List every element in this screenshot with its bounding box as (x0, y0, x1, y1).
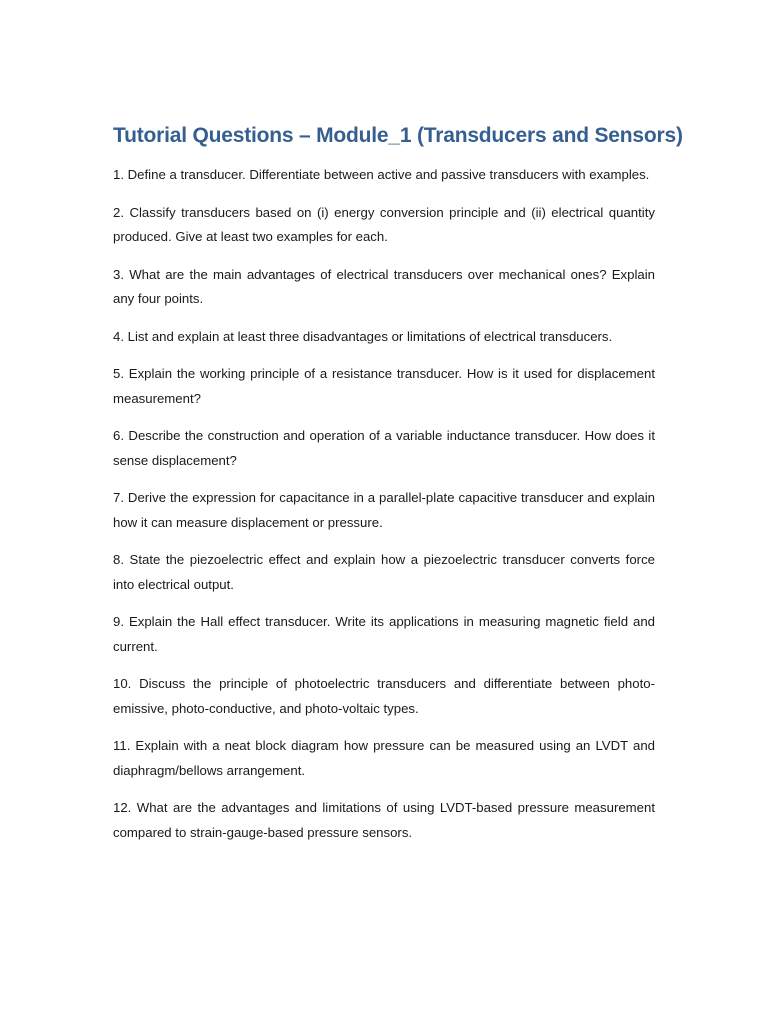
question-item: 3. What are the main advantages of electrical transducers over mechanical ones? Explain any four points. (113, 266, 655, 306)
question-item: 2. Classify transducers based on (i) energy conversion principle and (ii) electrical quantity produced. Give at least two examples for each. (113, 204, 655, 244)
document-title: Tutorial Questions – Module_1 (Transducers and Sensors) (113, 124, 683, 147)
question-item: 8. State the piezoelectric effect and explain how a piezoelectric transducer converts force into electrical output. (113, 552, 655, 592)
question-item: 1. Define a transducer. Differentiate between active and passive transducers with examples. (113, 167, 650, 182)
question-item: 10. Discuss the principle of photoelectric transducers and differentiate between photo-emissive, photo-conductive, and photo-voltaic types. (113, 676, 655, 716)
question-item: 12. What are the advantages and limitations of using LVDT-based pressure measurement compared to strain-gauge-based pressure sensors. (113, 800, 655, 840)
question-list (113, 163, 655, 858)
question-item: 5. Explain the working principle of a resistance transducer. How is it used for displacement measurement? (113, 366, 655, 406)
question-item: 11. Explain with a neat block diagram how pressure can be measured using an LVDT and diaphragm/bellows arrangement. (113, 738, 655, 778)
question-item: 4. List and explain at least three disadvantages or limitations of electrical transducers. (113, 328, 613, 344)
question-item: 9. Explain the Hall effect transducer. Write its applications in measuring magnetic field and current. (113, 614, 655, 654)
question-item: 6. Describe the construction and operation of a variable inductance transducer. How does it sense displacement? (113, 428, 655, 468)
question-item: 7. Derive the expression for capacitance in a parallel-plate capacitive transducer and explain how it can measure displacement or pressure. (113, 490, 655, 530)
